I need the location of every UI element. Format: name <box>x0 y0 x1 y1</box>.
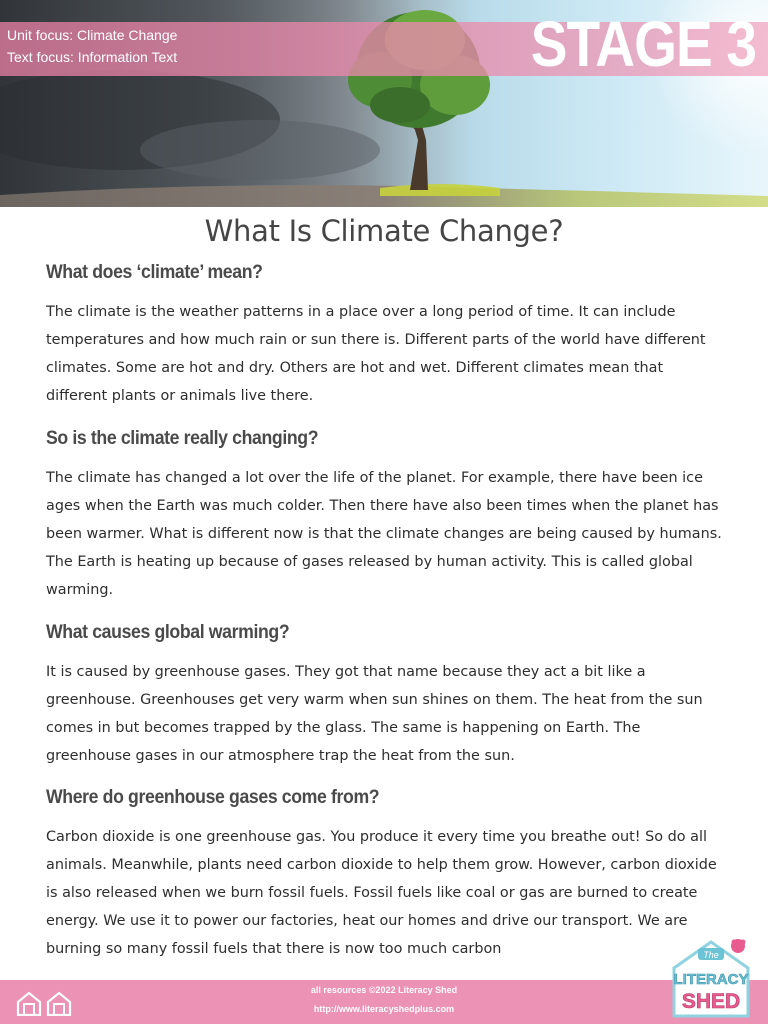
section-heading: Where do greenhouse gases come from? <box>46 787 380 808</box>
logo-shed-text: SHED <box>681 990 741 1013</box>
section-body: Carbon dioxide is one greenhouse gas. You produce it every time you breathe out! So do all animals. Meanwhile, plants need carbon dioxide to help them grow. However, carbon dioxide is also released when we burn fossil fuels. Fossil fuels like coal or gas are burned to create energy. We use it to power our factories, heat our homes and drive our transport. We are burning so many fossil fuels that there is now too much carbon <box>46 829 717 957</box>
section-heading: What does ‘climate’ mean? <box>46 262 263 283</box>
footer-url-link[interactable]: http://www.literacyshedplus.com <box>313 1004 455 1014</box>
text-focus-label: Text focus: Information Text <box>7 49 178 65</box>
page-title: What Is Climate Change? <box>204 214 564 248</box>
section-heading: So is the climate really changing? <box>46 428 319 449</box>
section-global-warming-causes <box>46 622 726 770</box>
literacy-shed-logo <box>666 934 756 1020</box>
copyright-text: all resources ©2022 Literacy Shed <box>310 985 458 995</box>
section-body: The climate has changed a lot over the life of the planet. For example, there have been ice ages when the Earth was much colder. Then there have also been times when the planet has been warmer. What is different now is that the climate changes are being caused by humans. The Earth is heating up because of gases released by human activity. This is called global warming. <box>46 470 722 598</box>
section-climate-meaning <box>46 262 726 410</box>
logo-literacy-text: LITERACY <box>673 971 749 988</box>
unit-focus-label: Unit focus: Climate Change <box>7 27 178 43</box>
footer-bar <box>0 980 768 1024</box>
section-body: The climate is the weather patterns in a place over a long period of time. It can include temperatures and how much rain or sun there is. Different parts of the world have different climates. Some are hot and dry. Others are hot and wet. Different climates mean that different plants or animals live there. <box>46 304 706 404</box>
header-banner <box>0 0 768 207</box>
section-heading: What causes global warming? <box>46 622 290 643</box>
logo-the-text: The <box>703 950 719 960</box>
section-greenhouse-gas-sources <box>46 787 726 963</box>
literacy-shed-logo-icon <box>666 934 756 1020</box>
stage-label: STAGE 3 <box>530 8 756 80</box>
section-climate-changing <box>46 428 726 604</box>
section-body: It is caused by greenhouse gases. They got that name because they act a bit like a greenhouse. Greenhouses get very warm when sun shines on them. The heat from the sun comes in but becomes trapped by the glass. The same is happening on Earth. The greenhouse gases in our atmosphere trap the heat from the sun. <box>46 664 703 764</box>
